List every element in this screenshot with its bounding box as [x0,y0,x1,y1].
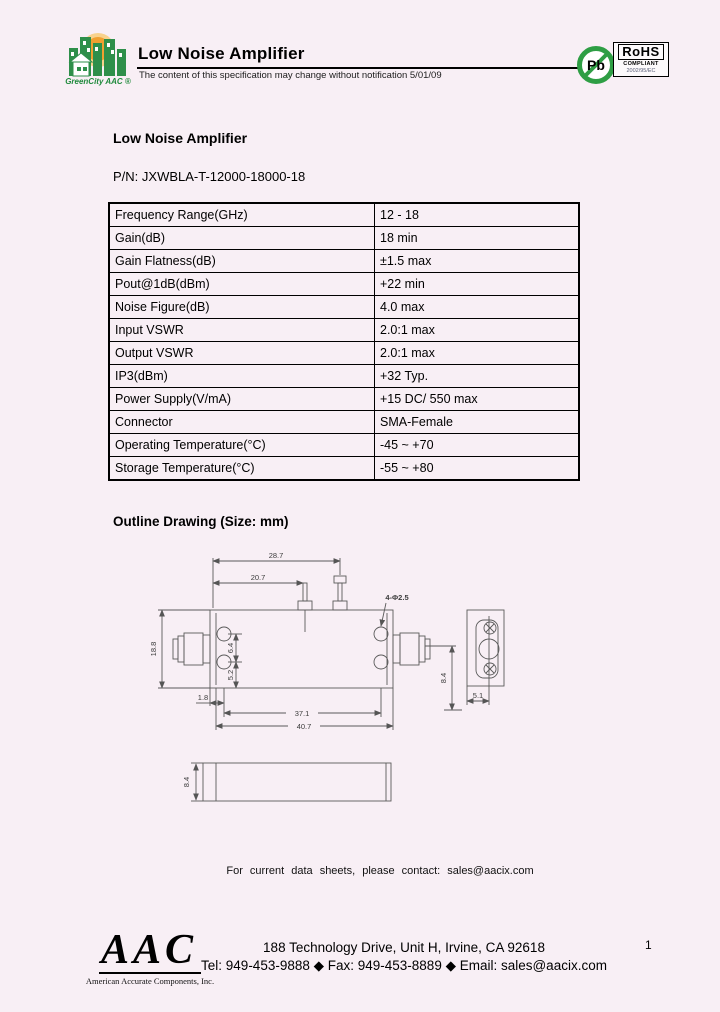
bottom-view [191,763,391,801]
amplifier-body [210,610,393,688]
spec-label: Frequency Range(GHz) [109,203,375,227]
greencity-logo [60,31,136,87]
contact-note: For current data sheets, please contact: sales@aacix.com [226,865,534,877]
dim-label-base-thickness: 8.4 [182,776,191,788]
spec-label: Output VSWR [109,342,375,365]
right-sma-connector [393,633,430,665]
footer-contact-line: Tel: 949-453-9888 ◆ Fax: 949-453-8889 ◆ Email: sales@aacix.com [201,958,607,973]
spec-value: 12 - 18 [375,203,580,227]
mounting-holes [217,627,388,669]
front-view [158,558,462,730]
spec-label: Input VSWR [109,319,375,342]
part-number: P/N: JXWBLA-T-12000-18000-18 [113,169,306,184]
dim-label-connector-height: 8.4 [439,672,448,684]
greencity-logo-graphic [60,31,136,87]
footer-address: 188 Technology Drive, Unit H, Irvine, CA 92618 [263,940,545,955]
rohs-compliant: COMPLIANT [623,61,659,67]
rohs-name: RoHS [618,44,663,60]
dim-label-side-width: 5.1 [472,691,484,700]
dim-label-hole-spacing: 6.4 [226,642,235,654]
spec-value: -55 ~ +80 [375,457,580,481]
table-row [109,227,579,250]
spec-label: Gain(dB) [109,227,375,250]
table-row [109,250,579,273]
spec-label: Operating Temperature(°C) [109,434,375,457]
table-row [109,319,579,342]
header-divider [137,67,578,69]
dim-label-top-width: 28.7 [268,551,284,560]
table-row [109,365,579,388]
rohs-badge [613,42,669,77]
holes-leader-line [381,603,386,626]
pb-label: Pb [587,57,605,73]
dim-label-mount-holes: 4-Φ2.5 [385,593,409,602]
dim-label-body-height: 18.8 [149,641,158,657]
document-title: Low Noise Amplifier [138,44,305,63]
header-disclaimer: The content of this specification may change without notification 5/01/09 [139,70,442,81]
spec-value: ±1.5 max [375,250,580,273]
spec-value: 2.0:1 max [375,319,580,342]
spec-value: SMA-Female [375,411,580,434]
pb-free-logo [576,45,616,85]
spec-value: +22 min [375,273,580,296]
spec-value: +32 Typ. [375,365,580,388]
table-row [109,434,579,457]
spec-label: Connector [109,411,375,434]
table-row [109,296,579,319]
screw-holes [484,622,496,675]
spec-value: +15 DC/ 550 max [375,388,580,411]
spec-value: 4.0 max [375,296,580,319]
spec-label: Storage Temperature(°C) [109,457,375,481]
outline-drawing-title: Outline Drawing (Size: mm) [113,514,289,529]
spec-value: 2.0:1 max [375,342,580,365]
page-number: 1 [645,938,652,952]
spec-label: Noise Figure(dB) [109,296,375,319]
dim-label-pin-offset: 20.7 [250,573,266,582]
table-row [109,342,579,365]
aac-logo-subtext: American Accurate Components, Inc. [85,976,215,986]
table-row [109,411,579,434]
greencity-logo-text: GreenCity AAC ® [65,77,131,86]
outline-drawing-svg [148,546,548,830]
dim-label-hole-edge-h: 1.8 [197,693,209,702]
table-row [109,457,579,481]
footer-contact-block [178,939,630,975]
dim-label-hole-span: 37.1 [294,709,310,718]
section-title: Low Noise Amplifier [113,130,248,146]
spec-label: Power Supply(V/mA) [109,388,375,411]
spec-label: Pout@1dB(dBm) [109,273,375,296]
table-row [109,388,579,411]
table-row [109,203,579,227]
rohs-directive: 2002/95/EC [626,68,656,74]
spec-value: -45 ~ +70 [375,434,580,457]
spec-table [108,202,580,481]
table-row [109,273,579,296]
aac-logo-text: AAC [99,928,201,974]
spec-label: Gain Flatness(dB) [109,250,375,273]
dim-label-total-width: 40.7 [296,722,312,731]
dim-label-hole-edge-v: 5.2 [226,669,235,681]
spec-label: IP3(dBm) [109,365,375,388]
dc-feed-pins [298,576,347,632]
outline-drawing [148,546,548,830]
left-sma-connector [173,633,210,665]
spec-value: 18 min [375,227,580,250]
